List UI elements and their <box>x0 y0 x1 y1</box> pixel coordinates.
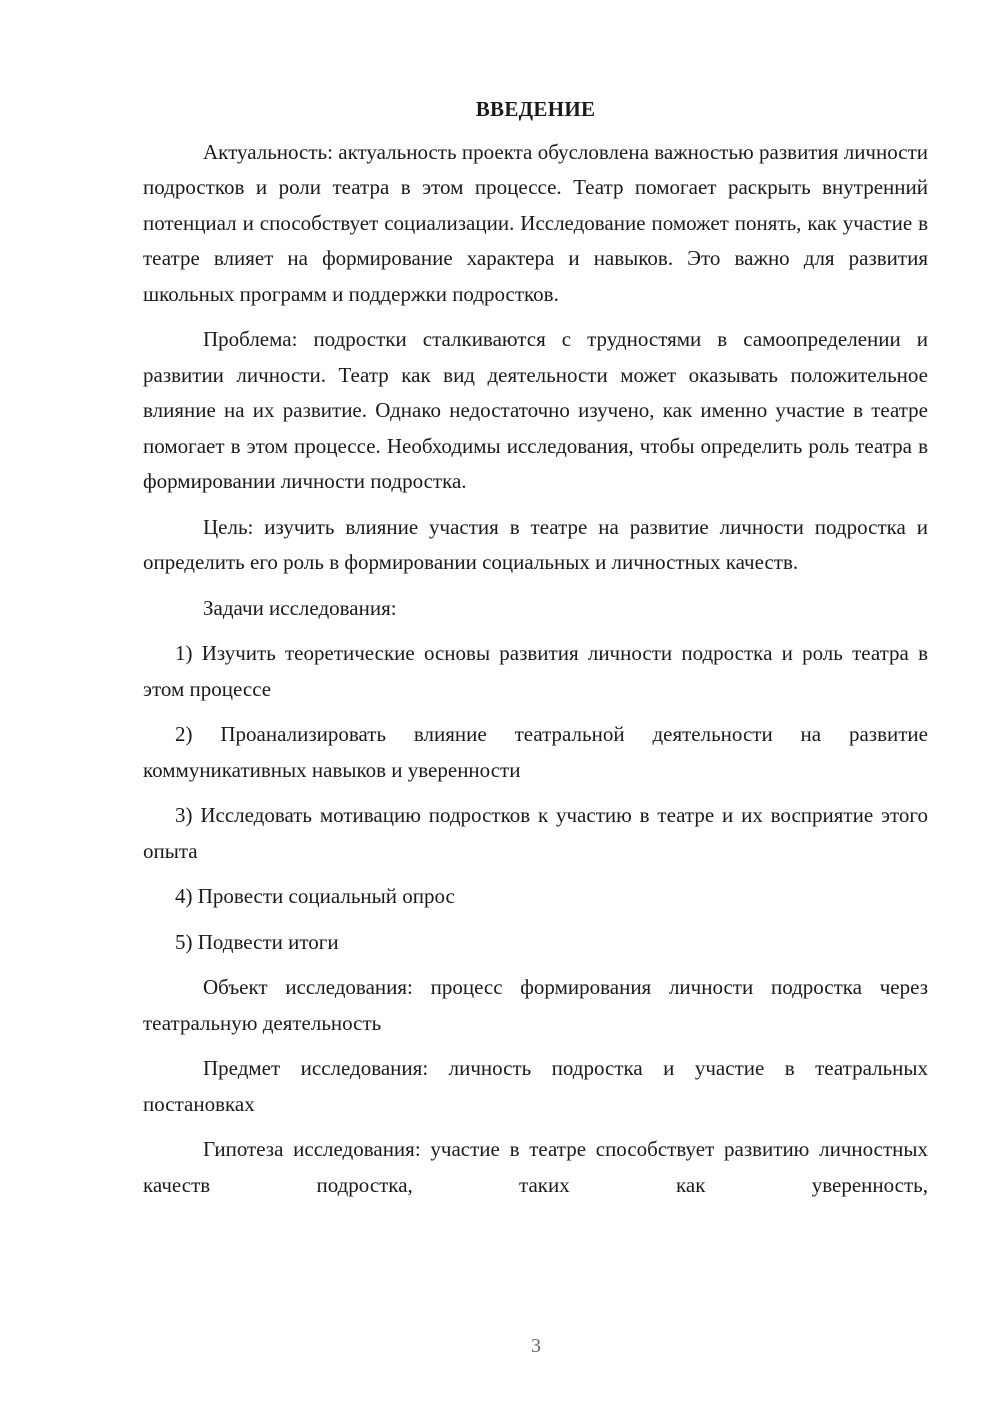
page-number: 3 <box>531 1335 541 1357</box>
goal-paragraph: Цель: изучить влияние участия в театре на развитие личности подростка и определить его роль в формировании социальных и личностных качеств. <box>143 514 928 574</box>
task-item-2: 2) Проанализировать влияние театральной деятельности на развитие коммуникативных навыков и уверенности <box>143 722 928 782</box>
tasks-title: Задачи исследования: <box>203 595 397 620</box>
hypothesis-paragraph: Гипотеза исследования: участие в театре способствует развитию личностных качеств подростка, таких как уверенность, <box>143 1137 928 1197</box>
relevance-paragraph: Актуальность: актуальность проекта обусловлена важностью развития личности подростков и роли театра в этом процессе. Театр помогает раскрыть внутренний потенциал и способствует социализации. Исследование поможет понять, как участие в театре влияет на формирование характера и навыков. Это важно для развития школьных программ и поддержки подростков. <box>143 139 928 306</box>
task-item-5: 5) Подвести итоги <box>175 929 339 954</box>
task-item-3: 3) Исследовать мотивацию подростков к участию в театре и их восприятие этого опыта <box>143 803 928 863</box>
page-content <box>143 92 928 1203</box>
task-item-4: 4) Провести социальный опрос <box>175 884 455 908</box>
subject-paragraph: Предмет исследования: личность подростка и участие в театральных постановках <box>143 1056 928 1116</box>
page-title: ВВЕДЕНИЕ <box>475 97 596 121</box>
object-paragraph: Объект исследования: процесс формирования личности подростка через театральную деятельность <box>143 975 928 1035</box>
problem-paragraph: Проблема: подростки сталкиваются с трудностями в самоопределении и развитии личности. Театр как вид деятельности может оказывать положительное влияние на их развитие. Однако недостаточно изучено, как именно участие в театре помогает в этом процессе. Необходимы исследования, чтобы определить роль театра в формировании личности подростка. <box>143 327 928 493</box>
task-item-1: 1) Изучить теоретические основы развития личности подростка и роль театра в этом процессе <box>143 641 928 701</box>
